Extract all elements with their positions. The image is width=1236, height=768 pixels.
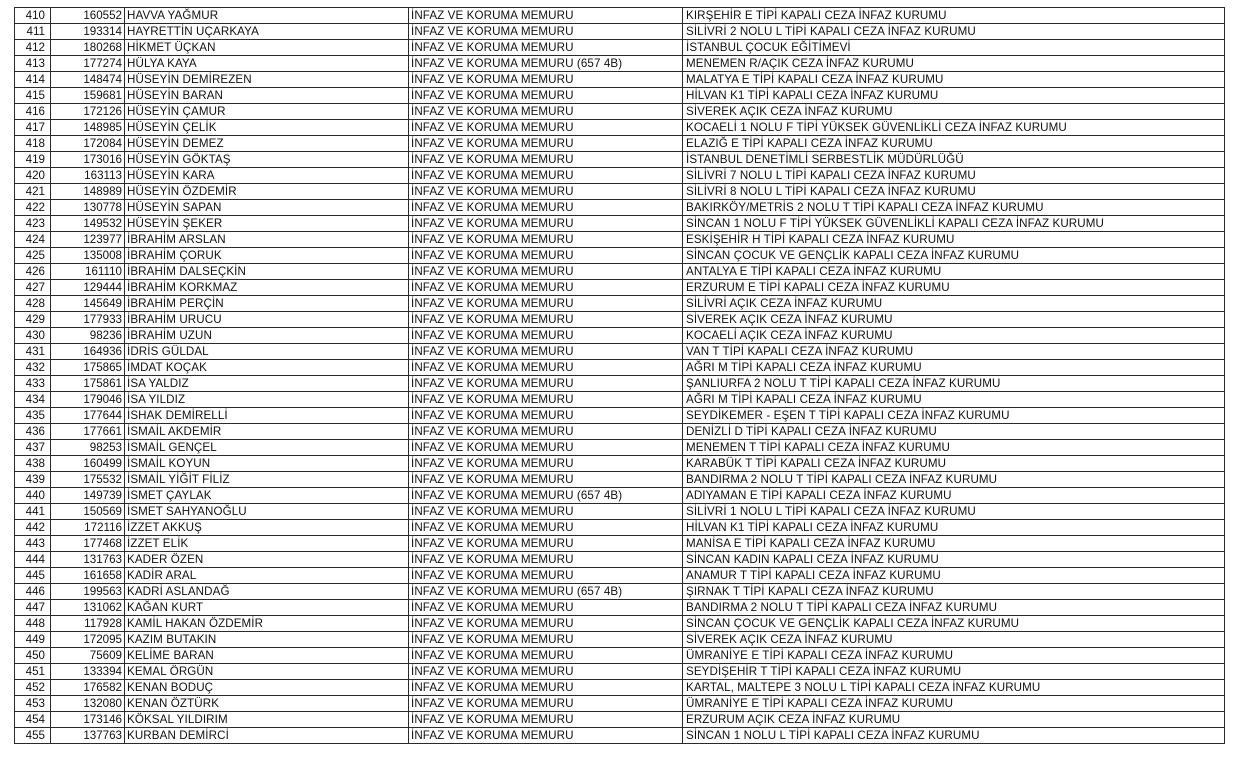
institution-cell: MENEMEN R/AÇIK CEZA İNFAZ KURUMU [683, 56, 1225, 72]
institution-cell: SEYDİŞEHİR T TİPİ KAPALI CEZA İNFAZ KURUMU [683, 664, 1225, 680]
registry-number-cell: 148985 [51, 120, 125, 136]
row-number-cell: 422 [15, 200, 51, 216]
registry-number-cell: 149739 [51, 488, 125, 504]
personnel-table [14, 7, 1225, 744]
registry-number-cell: 123977 [51, 232, 125, 248]
job-title-cell: İNFAZ VE KORUMA MEMURU [409, 200, 683, 216]
registry-number-cell: 179046 [51, 392, 125, 408]
registry-number-cell: 131763 [51, 552, 125, 568]
institution-cell: SİNCAN KADIN KAPALI CEZA İNFAZ KURUMU [683, 552, 1225, 568]
registry-number-cell: 129444 [51, 280, 125, 296]
full-name-cell: İBRAHİM DALSEÇKİN [125, 264, 409, 280]
table-row [15, 552, 1225, 568]
job-title-cell: İNFAZ VE KORUMA MEMURU [409, 264, 683, 280]
table-row [15, 120, 1225, 136]
institution-cell: SİNCAN 1 NOLU L TİPİ KAPALI CEZA İNFAZ KURUMU [683, 728, 1225, 744]
registry-number-cell: 132080 [51, 696, 125, 712]
job-title-cell: İNFAZ VE KORUMA MEMURU [409, 296, 683, 312]
job-title-cell: İNFAZ VE KORUMA MEMURU (657 4B) [409, 56, 683, 72]
table-row [15, 248, 1225, 264]
row-number-cell: 449 [15, 632, 51, 648]
full-name-cell: İSA YALDIZ [125, 376, 409, 392]
table-row [15, 72, 1225, 88]
job-title-cell: İNFAZ VE KORUMA MEMURU [409, 8, 683, 24]
institution-cell: ANAMUR T TİPİ KAPALI CEZA İNFAZ KURUMU [683, 568, 1225, 584]
table-row [15, 520, 1225, 536]
job-title-cell: İNFAZ VE KORUMA MEMURU [409, 664, 683, 680]
row-number-cell: 426 [15, 264, 51, 280]
registry-number-cell: 135008 [51, 248, 125, 264]
registry-number-cell: 137763 [51, 728, 125, 744]
registry-number-cell: 161658 [51, 568, 125, 584]
full-name-cell: KAMİL HAKAN ÖZDEMİR [125, 616, 409, 632]
row-number-cell: 447 [15, 600, 51, 616]
full-name-cell: KADİR ARAL [125, 568, 409, 584]
row-number-cell: 420 [15, 168, 51, 184]
institution-cell: SİLİVRİ 1 NOLU L TİPİ KAPALI CEZA İNFAZ KURUMU [683, 504, 1225, 520]
row-number-cell: 438 [15, 456, 51, 472]
full-name-cell: KADRİ ASLANDAĞ [125, 584, 409, 600]
institution-cell: SİLİVRİ 8 NOLU L TİPİ KAPALI CEZA İNFAZ KURUMU [683, 184, 1225, 200]
job-title-cell: İNFAZ VE KORUMA MEMURU [409, 696, 683, 712]
registry-number-cell: 149532 [51, 216, 125, 232]
table-row [15, 680, 1225, 696]
job-title-cell: İNFAZ VE KORUMA MEMURU [409, 104, 683, 120]
institution-cell: MALATYA E TİPİ KAPALI CEZA İNFAZ KURUMU [683, 72, 1225, 88]
institution-cell: MENEMEN T TİPİ KAPALI CEZA İNFAZ KURUMU [683, 440, 1225, 456]
row-number-cell: 430 [15, 328, 51, 344]
full-name-cell: HÜSEYİN KARA [125, 168, 409, 184]
registry-number-cell: 193314 [51, 24, 125, 40]
row-number-cell: 419 [15, 152, 51, 168]
table-row [15, 168, 1225, 184]
full-name-cell: KENAN BODUÇ [125, 680, 409, 696]
full-name-cell: KADER ÖZEN [125, 552, 409, 568]
job-title-cell: İNFAZ VE KORUMA MEMURU [409, 424, 683, 440]
row-number-cell: 440 [15, 488, 51, 504]
job-title-cell: İNFAZ VE KORUMA MEMURU [409, 344, 683, 360]
row-number-cell: 441 [15, 504, 51, 520]
registry-number-cell: 150569 [51, 504, 125, 520]
institution-cell: ŞIRNAK T TİPİ KAPALI CEZA İNFAZ KURUMU [683, 584, 1225, 600]
job-title-cell: İNFAZ VE KORUMA MEMURU [409, 632, 683, 648]
registry-number-cell: 177274 [51, 56, 125, 72]
job-title-cell: İNFAZ VE KORUMA MEMURU [409, 712, 683, 728]
row-number-cell: 414 [15, 72, 51, 88]
registry-number-cell: 173146 [51, 712, 125, 728]
registry-number-cell: 173016 [51, 152, 125, 168]
institution-cell: KARABÜK T TİPİ KAPALI CEZA İNFAZ KURUMU [683, 456, 1225, 472]
full-name-cell: İBRAHİM UZUN [125, 328, 409, 344]
registry-number-cell: 175532 [51, 472, 125, 488]
registry-number-cell: 199563 [51, 584, 125, 600]
full-name-cell: İSMAİL YİĞİT FİLİZ [125, 472, 409, 488]
row-number-cell: 451 [15, 664, 51, 680]
institution-cell: SİVEREK AÇIK CEZA İNFAZ KURUMU [683, 632, 1225, 648]
job-title-cell: İNFAZ VE KORUMA MEMURU [409, 72, 683, 88]
job-title-cell: İNFAZ VE KORUMA MEMURU [409, 680, 683, 696]
full-name-cell: HÜSEYİN DEMİREZEN [125, 72, 409, 88]
table-row [15, 280, 1225, 296]
job-title-cell: İNFAZ VE KORUMA MEMURU [409, 360, 683, 376]
table-row [15, 424, 1225, 440]
full-name-cell: KEMAL ÖRGÜN [125, 664, 409, 680]
registry-number-cell: 133394 [51, 664, 125, 680]
registry-number-cell: 177661 [51, 424, 125, 440]
job-title-cell: İNFAZ VE KORUMA MEMURU [409, 648, 683, 664]
full-name-cell: İBRAHİM KORKMAZ [125, 280, 409, 296]
registry-number-cell: 159681 [51, 88, 125, 104]
registry-number-cell: 164936 [51, 344, 125, 360]
institution-cell: İSTANBUL ÇOCUK EĞİTİMEVİ [683, 40, 1225, 56]
row-number-cell: 428 [15, 296, 51, 312]
row-number-cell: 445 [15, 568, 51, 584]
job-title-cell: İNFAZ VE KORUMA MEMURU [409, 568, 683, 584]
institution-cell: MANİSA E TİPİ KAPALI CEZA İNFAZ KURUMU [683, 536, 1225, 552]
full-name-cell: HÜSEYİN GÖKTAŞ [125, 152, 409, 168]
full-name-cell: HÜSEYİN SAPAN [125, 200, 409, 216]
row-number-cell: 443 [15, 536, 51, 552]
table-row [15, 56, 1225, 72]
registry-number-cell: 98236 [51, 328, 125, 344]
row-number-cell: 425 [15, 248, 51, 264]
row-number-cell: 431 [15, 344, 51, 360]
institution-cell: KARTAL, MALTEPE 3 NOLU L TİPİ KAPALI CEZA İNFAZ KURUMU [683, 680, 1225, 696]
full-name-cell: İMDAT KOÇAK [125, 360, 409, 376]
institution-cell: ADIYAMAN E TİPİ KAPALI CEZA İNFAZ KURUMU [683, 488, 1225, 504]
full-name-cell: HÜSEYİN DEMEZ [125, 136, 409, 152]
table-row [15, 408, 1225, 424]
row-number-cell: 437 [15, 440, 51, 456]
full-name-cell: İZZET AKKUŞ [125, 520, 409, 536]
job-title-cell: İNFAZ VE KORUMA MEMURU [409, 472, 683, 488]
row-number-cell: 435 [15, 408, 51, 424]
job-title-cell: İNFAZ VE KORUMA MEMURU [409, 456, 683, 472]
full-name-cell: İZZET ELİK [125, 536, 409, 552]
row-number-cell: 412 [15, 40, 51, 56]
institution-cell: BANDIRMA 2 NOLU T TİPİ KAPALI CEZA İNFAZ KURUMU [683, 472, 1225, 488]
job-title-cell: İNFAZ VE KORUMA MEMURU [409, 728, 683, 744]
table-row [15, 712, 1225, 728]
row-number-cell: 454 [15, 712, 51, 728]
registry-number-cell: 172084 [51, 136, 125, 152]
table-row [15, 216, 1225, 232]
table-row [15, 440, 1225, 456]
registry-number-cell: 177933 [51, 312, 125, 328]
job-title-cell: İNFAZ VE KORUMA MEMURU [409, 216, 683, 232]
job-title-cell: İNFAZ VE KORUMA MEMURU [409, 136, 683, 152]
table-row [15, 392, 1225, 408]
row-number-cell: 453 [15, 696, 51, 712]
full-name-cell: HÜSEYİN ŞEKER [125, 216, 409, 232]
full-name-cell: HÜSEYİN ÖZDEMİR [125, 184, 409, 200]
institution-cell: KOCAELİ AÇIK CEZA İNFAZ KURUMU [683, 328, 1225, 344]
table-row [15, 472, 1225, 488]
institution-cell: SİNCAN ÇOCUK VE GENÇLİK KAPALI CEZA İNFAZ KURUMU [683, 616, 1225, 632]
registry-number-cell: 160552 [51, 8, 125, 24]
job-title-cell: İNFAZ VE KORUMA MEMURU (657 4B) [409, 584, 683, 600]
institution-cell: İSTANBUL DENETİMLİ SERBESTLİK MÜDÜRLÜĞÜ [683, 152, 1225, 168]
registry-number-cell: 172126 [51, 104, 125, 120]
registry-number-cell: 117928 [51, 616, 125, 632]
job-title-cell: İNFAZ VE KORUMA MEMURU [409, 248, 683, 264]
registry-number-cell: 172095 [51, 632, 125, 648]
row-number-cell: 416 [15, 104, 51, 120]
institution-cell: KIRŞEHİR E TİPİ KAPALI CEZA İNFAZ KURUMU [683, 8, 1225, 24]
full-name-cell: KAĞAN KURT [125, 600, 409, 616]
full-name-cell: İBRAHİM ÇORUK [125, 248, 409, 264]
table-row [15, 200, 1225, 216]
registry-number-cell: 161110 [51, 264, 125, 280]
row-number-cell: 455 [15, 728, 51, 744]
row-number-cell: 450 [15, 648, 51, 664]
institution-cell: ERZURUM AÇIK CEZA İNFAZ KURUMU [683, 712, 1225, 728]
row-number-cell: 448 [15, 616, 51, 632]
job-title-cell: İNFAZ VE KORUMA MEMURU [409, 616, 683, 632]
table-row [15, 696, 1225, 712]
job-title-cell: İNFAZ VE KORUMA MEMURU [409, 600, 683, 616]
full-name-cell: KURBAN DEMİRCİ [125, 728, 409, 744]
row-number-cell: 421 [15, 184, 51, 200]
table-row [15, 648, 1225, 664]
institution-cell: AĞRI M TİPİ KAPALI CEZA İNFAZ KURUMU [683, 392, 1225, 408]
full-name-cell: İDRİS GÜLDAL [125, 344, 409, 360]
row-number-cell: 415 [15, 88, 51, 104]
job-title-cell: İNFAZ VE KORUMA MEMURU [409, 280, 683, 296]
institution-cell: SİLİVRİ 7 NOLU L TİPİ KAPALI CEZA İNFAZ KURUMU [683, 168, 1225, 184]
row-number-cell: 452 [15, 680, 51, 696]
table-row [15, 456, 1225, 472]
table-row [15, 344, 1225, 360]
job-title-cell: İNFAZ VE KORUMA MEMURU [409, 232, 683, 248]
job-title-cell: İNFAZ VE KORUMA MEMURU [409, 168, 683, 184]
institution-cell: SEYDİKEMER - EŞEN T TİPİ KAPALI CEZA İNFAZ KURUMU [683, 408, 1225, 424]
institution-cell: SİVEREK AÇIK CEZA İNFAZ KURUMU [683, 312, 1225, 328]
institution-cell: BANDIRMA 2 NOLU T TİPİ KAPALI CEZA İNFAZ KURUMU [683, 600, 1225, 616]
full-name-cell: İSMET ÇAYLAK [125, 488, 409, 504]
institution-cell: SİNCAN ÇOCUK VE GENÇLİK KAPALI CEZA İNFAZ KURUMU [683, 248, 1225, 264]
table-row [15, 88, 1225, 104]
table-row [15, 40, 1225, 56]
institution-cell: SİLİVRİ AÇIK CEZA İNFAZ KURUMU [683, 296, 1225, 312]
full-name-cell: HÜSEYİN BARAN [125, 88, 409, 104]
job-title-cell: İNFAZ VE KORUMA MEMURU [409, 504, 683, 520]
job-title-cell: İNFAZ VE KORUMA MEMURU [409, 440, 683, 456]
full-name-cell: HÜSEYİN ÇAMUR [125, 104, 409, 120]
table-row [15, 584, 1225, 600]
table-row [15, 184, 1225, 200]
row-number-cell: 411 [15, 24, 51, 40]
full-name-cell: HAYRETTİN UÇARKAYA [125, 24, 409, 40]
row-number-cell: 423 [15, 216, 51, 232]
job-title-cell: İNFAZ VE KORUMA MEMURU [409, 408, 683, 424]
registry-number-cell: 175865 [51, 360, 125, 376]
table-row [15, 360, 1225, 376]
institution-cell: BAKIRKÖY/METRİS 2 NOLU T TİPİ KAPALI CEZA İNFAZ KURUMU [683, 200, 1225, 216]
row-number-cell: 434 [15, 392, 51, 408]
registry-number-cell: 98253 [51, 440, 125, 456]
job-title-cell: İNFAZ VE KORUMA MEMURU [409, 392, 683, 408]
table-row [15, 136, 1225, 152]
row-number-cell: 446 [15, 584, 51, 600]
table-row [15, 232, 1225, 248]
table-row [15, 568, 1225, 584]
full-name-cell: İSA YILDIZ [125, 392, 409, 408]
registry-number-cell: 176582 [51, 680, 125, 696]
registry-number-cell: 177468 [51, 536, 125, 552]
table-row [15, 616, 1225, 632]
institution-cell: ELAZIĞ E TİPİ KAPALI CEZA İNFAZ KURUMU [683, 136, 1225, 152]
row-number-cell: 442 [15, 520, 51, 536]
job-title-cell: İNFAZ VE KORUMA MEMURU [409, 328, 683, 344]
table-row [15, 104, 1225, 120]
row-number-cell: 418 [15, 136, 51, 152]
job-title-cell: İNFAZ VE KORUMA MEMURU [409, 24, 683, 40]
row-number-cell: 429 [15, 312, 51, 328]
row-number-cell: 433 [15, 376, 51, 392]
registry-number-cell: 148474 [51, 72, 125, 88]
registry-number-cell: 177644 [51, 408, 125, 424]
full-name-cell: KENAN ÖZTÜRK [125, 696, 409, 712]
table-row [15, 488, 1225, 504]
full-name-cell: İSMAİL GENÇEL [125, 440, 409, 456]
full-name-cell: İSMET SAHYANOĞLU [125, 504, 409, 520]
registry-number-cell: 163113 [51, 168, 125, 184]
table-row [15, 24, 1225, 40]
row-number-cell: 436 [15, 424, 51, 440]
table-row [15, 536, 1225, 552]
job-title-cell: İNFAZ VE KORUMA MEMURU [409, 520, 683, 536]
job-title-cell: İNFAZ VE KORUMA MEMURU [409, 120, 683, 136]
institution-cell: ANTALYA E TİPİ KAPALI CEZA İNFAZ KURUMU [683, 264, 1225, 280]
institution-cell: VAN T TİPİ KAPALI CEZA İNFAZ KURUMU [683, 344, 1225, 360]
institution-cell: ÜMRANİYE E TİPİ KAPALI CEZA İNFAZ KURUMU [683, 648, 1225, 664]
job-title-cell: İNFAZ VE KORUMA MEMURU [409, 312, 683, 328]
row-number-cell: 410 [15, 8, 51, 24]
row-number-cell: 439 [15, 472, 51, 488]
institution-cell: KOCAELİ 1 NOLU F TİPİ YÜKSEK GÜVENLİKLİ CEZA İNFAZ KURUMU [683, 120, 1225, 136]
table-row [15, 312, 1225, 328]
row-number-cell: 413 [15, 56, 51, 72]
registry-number-cell: 180268 [51, 40, 125, 56]
row-number-cell: 427 [15, 280, 51, 296]
registry-number-cell: 130778 [51, 200, 125, 216]
institution-cell: HİLVAN K1 TİPİ KAPALI CEZA İNFAZ KURUMU [683, 88, 1225, 104]
full-name-cell: HİKMET ÜÇKAN [125, 40, 409, 56]
registry-number-cell: 75609 [51, 648, 125, 664]
table-row [15, 296, 1225, 312]
table-row [15, 376, 1225, 392]
job-title-cell: İNFAZ VE KORUMA MEMURU [409, 552, 683, 568]
full-name-cell: İBRAHİM ARSLAN [125, 232, 409, 248]
institution-cell: HİLVAN K1 TİPİ KAPALI CEZA İNFAZ KURUMU [683, 520, 1225, 536]
institution-cell: SİNCAN 1 NOLU F TİPİ YÜKSEK GÜVENLİKLİ KAPALI CEZA İNFAZ KURUMU [683, 216, 1225, 232]
registry-number-cell: 175861 [51, 376, 125, 392]
job-title-cell: İNFAZ VE KORUMA MEMURU (657 4B) [409, 488, 683, 504]
institution-cell: ERZURUM E TİPİ KAPALI CEZA İNFAZ KURUMU [683, 280, 1225, 296]
institution-cell: ÜMRANİYE E TİPİ KAPALI CEZA İNFAZ KURUMU [683, 696, 1225, 712]
row-number-cell: 444 [15, 552, 51, 568]
full-name-cell: İSMAİL AKDEMİR [125, 424, 409, 440]
full-name-cell: HAVVA YAĞMUR [125, 8, 409, 24]
table-row [15, 600, 1225, 616]
job-title-cell: İNFAZ VE KORUMA MEMURU [409, 184, 683, 200]
registry-number-cell: 160499 [51, 456, 125, 472]
table-row [15, 664, 1225, 680]
registry-number-cell: 148989 [51, 184, 125, 200]
institution-cell: ESKİŞEHİR H TİPİ KAPALI CEZA İNFAZ KURUMU [683, 232, 1225, 248]
full-name-cell: KELİME BARAN [125, 648, 409, 664]
job-title-cell: İNFAZ VE KORUMA MEMURU [409, 40, 683, 56]
row-number-cell: 424 [15, 232, 51, 248]
full-name-cell: İBRAHİM PERÇİN [125, 296, 409, 312]
institution-cell: DENİZLİ D TİPİ KAPALI CEZA İNFAZ KURUMU [683, 424, 1225, 440]
institution-cell: ŞANLIURFA 2 NOLU T TİPİ KAPALI CEZA İNFAZ KURUMU [683, 376, 1225, 392]
table-row [15, 152, 1225, 168]
institution-cell: AĞRI M TİPİ KAPALI CEZA İNFAZ KURUMU [683, 360, 1225, 376]
table-body [15, 8, 1225, 744]
institution-cell: SİLİVRİ 2 NOLU L TİPİ KAPALI CEZA İNFAZ KURUMU [683, 24, 1225, 40]
row-number-cell: 417 [15, 120, 51, 136]
table-row [15, 328, 1225, 344]
full-name-cell: KÖKSAL YILDIRIM [125, 712, 409, 728]
full-name-cell: İSHAK DEMİRELLİ [125, 408, 409, 424]
job-title-cell: İNFAZ VE KORUMA MEMURU [409, 376, 683, 392]
registry-number-cell: 131062 [51, 600, 125, 616]
table-row [15, 728, 1225, 744]
job-title-cell: İNFAZ VE KORUMA MEMURU [409, 152, 683, 168]
institution-cell: SİVEREK AÇIK CEZA İNFAZ KURUMU [683, 104, 1225, 120]
full-name-cell: İBRAHİM URUCU [125, 312, 409, 328]
row-number-cell: 432 [15, 360, 51, 376]
registry-number-cell: 172116 [51, 520, 125, 536]
full-name-cell: İSMAİL KOYUN [125, 456, 409, 472]
table-row [15, 504, 1225, 520]
table-row [15, 8, 1225, 24]
job-title-cell: İNFAZ VE KORUMA MEMURU [409, 536, 683, 552]
full-name-cell: HÜSEYİN ÇELİK [125, 120, 409, 136]
job-title-cell: İNFAZ VE KORUMA MEMURU [409, 88, 683, 104]
full-name-cell: KAZIM BUTAKIN [125, 632, 409, 648]
table-row [15, 264, 1225, 280]
table-row [15, 632, 1225, 648]
full-name-cell: HÜLYA KAYA [125, 56, 409, 72]
registry-number-cell: 145649 [51, 296, 125, 312]
